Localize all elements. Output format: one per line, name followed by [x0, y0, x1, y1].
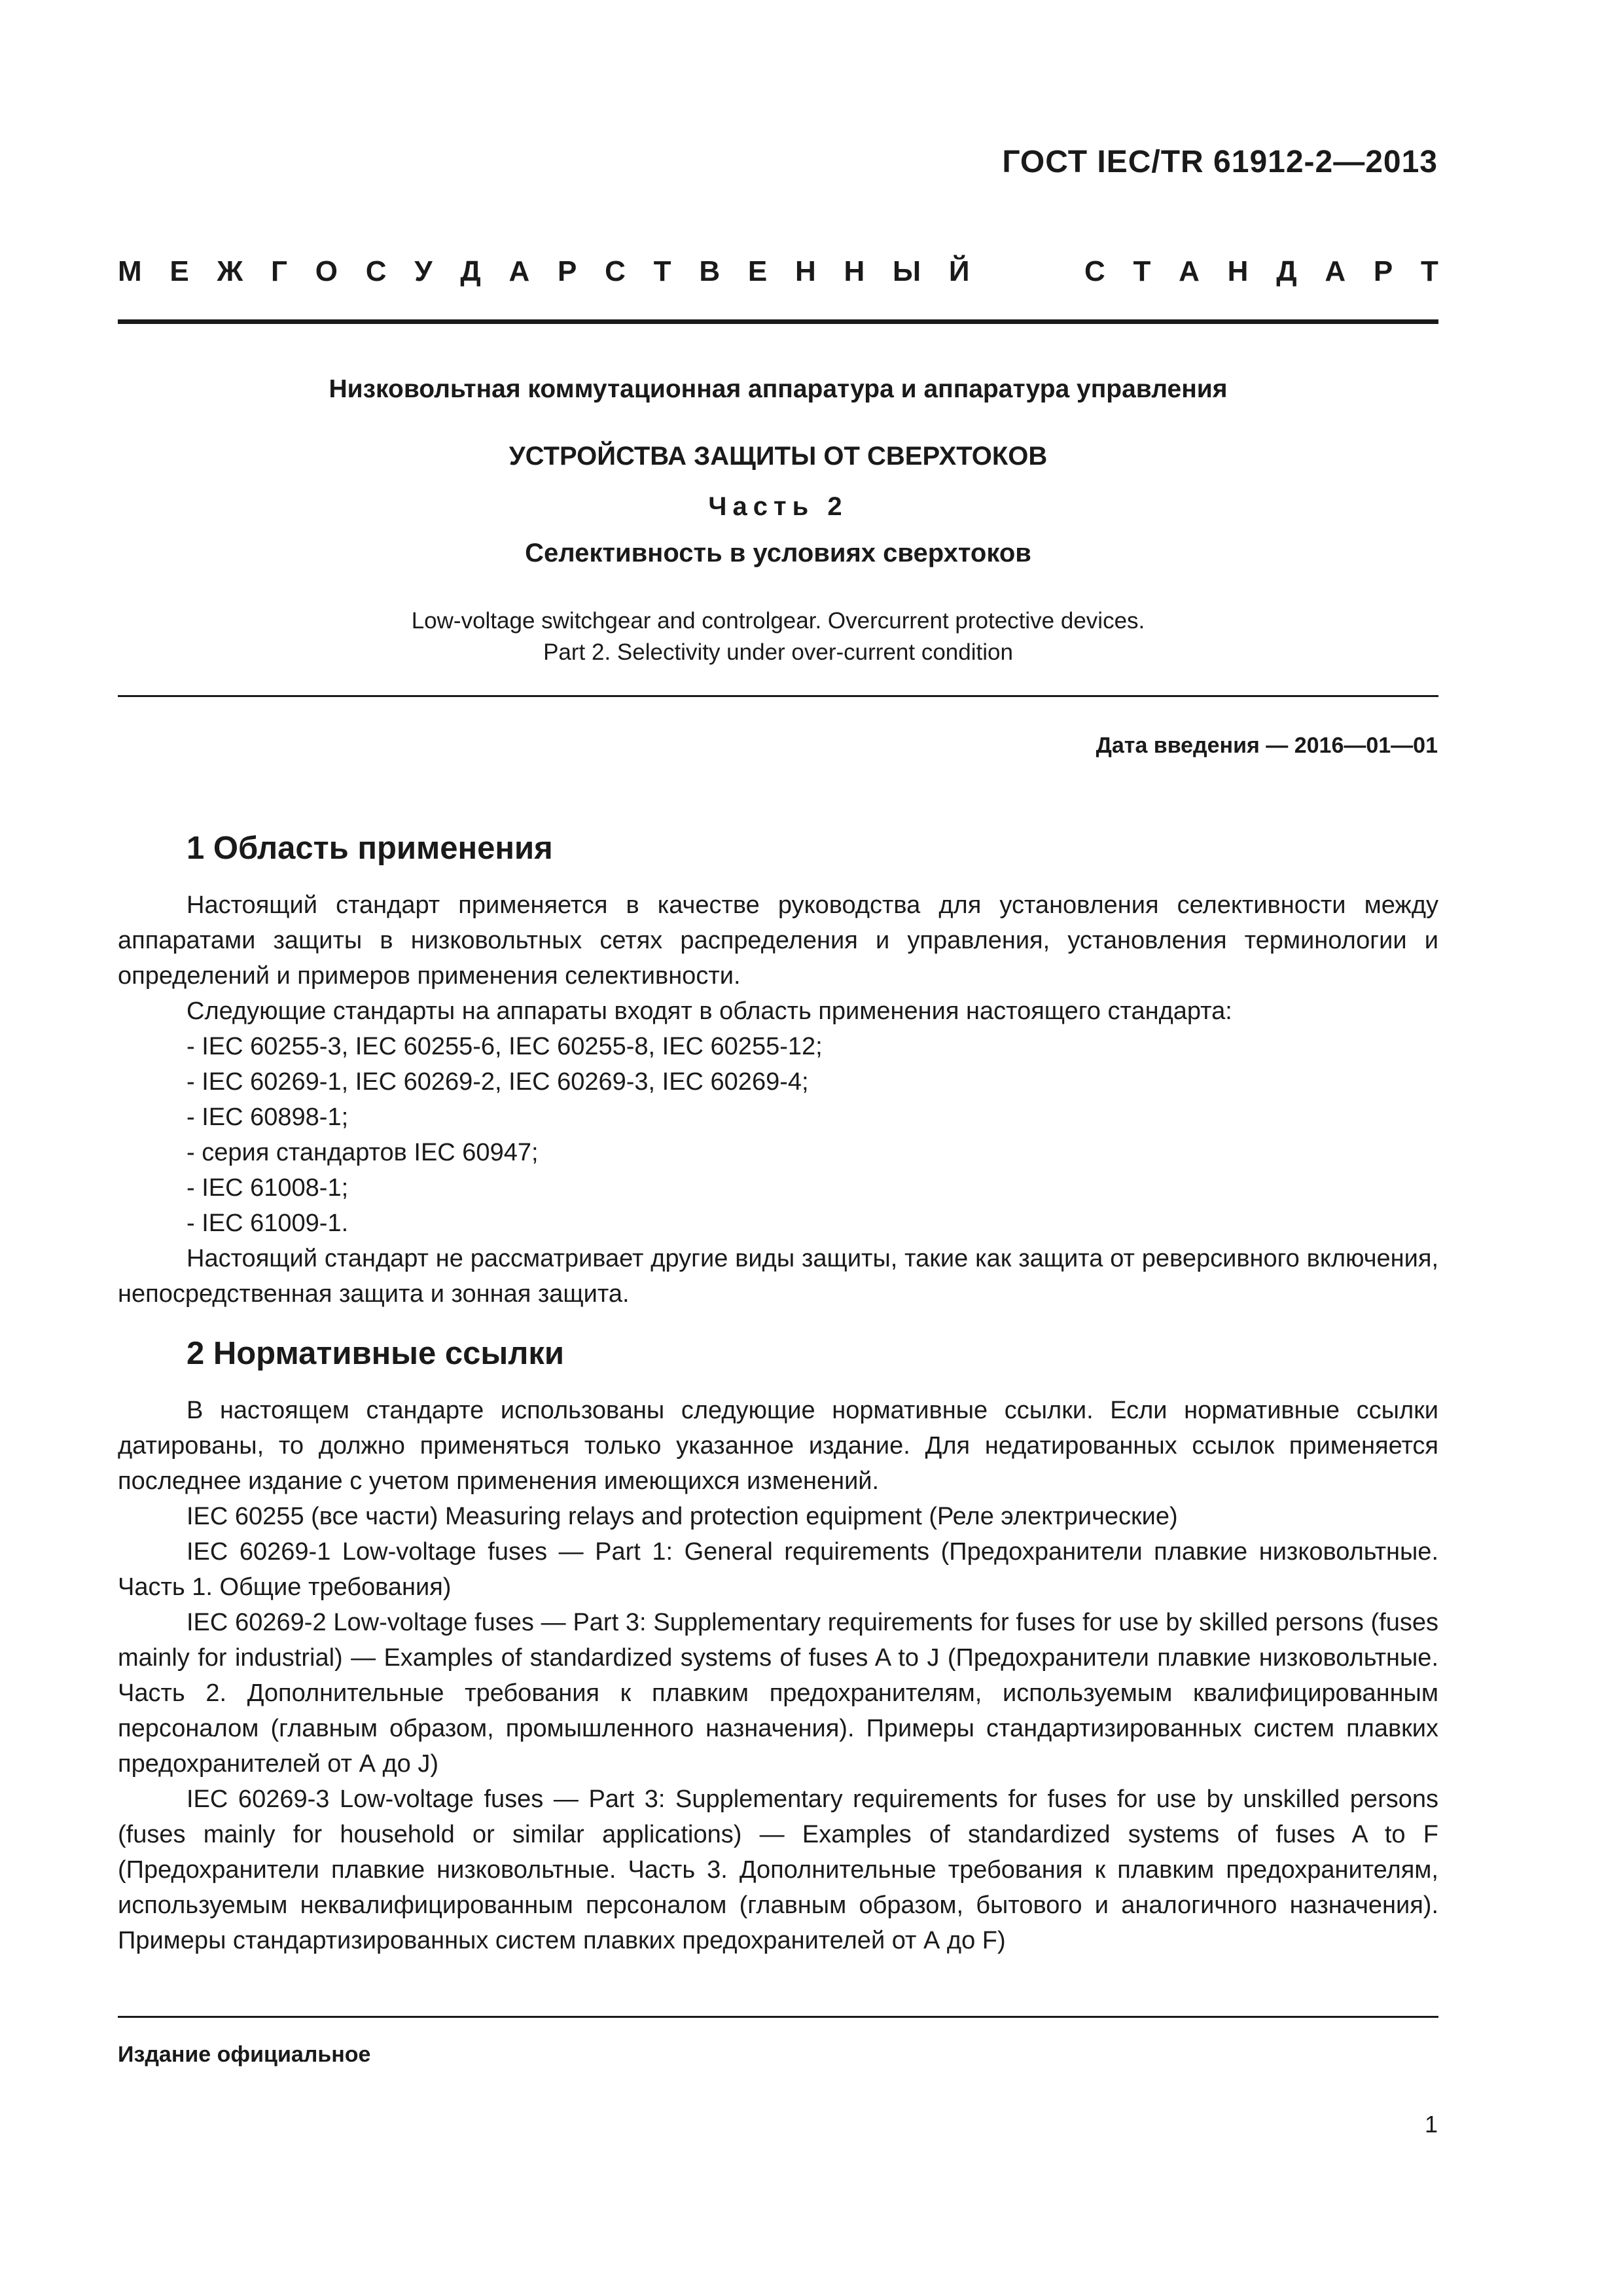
- standard-banner: [118, 255, 1438, 288]
- banner-letter: А: [1179, 255, 1200, 287]
- banner-letter: Р: [1373, 255, 1393, 287]
- paragraph: Настоящий стандарт применяется в качестве руководства для установления селективности между аппаратами защиты в низковольтных сетях распределения и управления, установления терминологии и определений и примеров применения селективности.: [118, 891, 1438, 990]
- reference-entry: IEC 60269-1 Low-voltage fuses — Part 1: General requirements (Предохранители плавкие низковольтные. Часть 1. Общие требования): [118, 1538, 1438, 1601]
- title-rule: [118, 695, 1438, 697]
- banner-letter: Н: [1227, 255, 1249, 287]
- banner-letter: Г: [271, 255, 287, 287]
- list-item: - IEC 60255-3, IEC 60255-6, IEC 60255-8, IEC 60255-12;: [187, 1033, 823, 1060]
- paragraph: Следующие стандарты на аппараты входят в область применения настоящего стандарта:: [187, 997, 1232, 1025]
- section-2-heading: 2 Нормативные ссылки: [187, 1336, 564, 1371]
- section-1-body: [118, 888, 1438, 1312]
- banner-letter: Н: [844, 255, 865, 287]
- banner-letter: С: [365, 255, 387, 287]
- footer-rule: [118, 2016, 1438, 2018]
- list-item: - IEC 61008-1;: [187, 1174, 349, 1202]
- banner-word-gap: [997, 255, 1056, 288]
- document-designation: ГОСТ IEC/TR 61912-2—2013: [1002, 145, 1438, 179]
- banner-letter: Т: [653, 255, 671, 287]
- intro-date: Дата введения — 2016—01—01: [1096, 733, 1438, 758]
- banner-letter: Ы: [893, 255, 921, 287]
- banner-letter: С: [605, 255, 626, 287]
- list-item: - IEC 60898-1;: [187, 1103, 349, 1131]
- banner-letter: У: [414, 255, 433, 287]
- english-title: [118, 605, 1438, 668]
- paragraph: В настоящем стандарте использованы следующие нормативные ссылки. Если нормативные ссылки датированы, то должно применяться только указанное издание. Для недатированных ссылок применяется последнее издание с учетом применения имеющихся изменений.: [118, 1397, 1438, 1495]
- banner-letter: О: [315, 255, 338, 287]
- banner-letter: Н: [794, 255, 816, 287]
- edition-note: Издание официальное: [118, 2042, 371, 2067]
- title-line-2: УСТРОЙСТВА ЗАЩИТЫ ОТ СВЕРХТОКОВ: [508, 442, 1048, 471]
- page-number: 1: [1424, 2111, 1438, 2138]
- reference-entry: IEC 60269-3 Low-voltage fuses — Part 3: Supplementary requirements for fuses for use by unskilled persons (fuses mainly for household or similar applications) — Examples of standardized systems of fuses A to F (Предохранители плавкие низковольтные. Часть 3. Дополнительные требования к плавким предохранителям, используемым неквалифицированным персоналом (главным образом, бытового и аналогичного назначения). Примеры стандартизированных систем плавких предохранителей от А до F): [118, 1785, 1438, 1954]
- reference-entry: IEC 60269-2 Low-voltage fuses — Part 3: Supplementary requirements for fuses for use by skilled persons (fuses mainly for industrial) — Examples of standardized systems of fuses A to J (Предохранители плавкие низковольтные. Часть 2. Дополнительные требования к плавким предохранителям, используемым квалифицированным персоналом (главным образом, промышленного назначения). Примеры стандартизированных систем плавких предохранителей от А до J): [118, 1609, 1438, 1778]
- banner-letter: А: [1325, 255, 1346, 287]
- list-item: - IEC 60269-1, IEC 60269-2, IEC 60269-3, IEC 60269-4;: [187, 1068, 809, 1096]
- title-part: Часть 2: [708, 492, 848, 521]
- english-title-line-1: Low-voltage switchgear and controlgear. Overcurrent protective devices.: [411, 608, 1145, 634]
- title-line-1: Низковольтная коммутационная аппаратура и аппаратура управления: [329, 375, 1228, 403]
- section-1-heading: 1 Область применения: [187, 831, 553, 866]
- banner-letter: Т: [1420, 255, 1438, 287]
- banner-letter: Е: [747, 255, 768, 287]
- banner-letter: Й: [948, 255, 970, 287]
- header-rule: [118, 319, 1438, 324]
- list-item: - серия стандартов IEC 60947;: [187, 1139, 539, 1166]
- list-item: - IEC 61009-1.: [187, 1210, 349, 1237]
- banner-letter: Е: [169, 255, 189, 287]
- banner-letter: А: [508, 255, 530, 287]
- banner-letter: В: [699, 255, 721, 287]
- english-title-line-2: Part 2. Selectivity under over-current condition: [543, 639, 1013, 665]
- paragraph: Настоящий стандарт не рассматривает другие виды защиты, такие как защита от реверсивного включения, непосредственная защита и зонная защита.: [118, 1245, 1438, 1308]
- banner-letter: Т: [1133, 255, 1151, 287]
- banner-letter: Д: [460, 255, 481, 287]
- title-line-4: Селективность в условиях сверхтоков: [525, 539, 1031, 567]
- banner-letter: С: [1084, 255, 1105, 287]
- banner-letter: Ж: [217, 255, 243, 287]
- banner-letter: Д: [1276, 255, 1297, 287]
- section-2-body: [118, 1393, 1438, 1958]
- banner-letter: Р: [558, 255, 577, 287]
- reference-entry: IEC 60255 (все части) Measuring relays and protection equipment (Реле электрические): [187, 1503, 1178, 1530]
- banner-letter: М: [118, 255, 142, 287]
